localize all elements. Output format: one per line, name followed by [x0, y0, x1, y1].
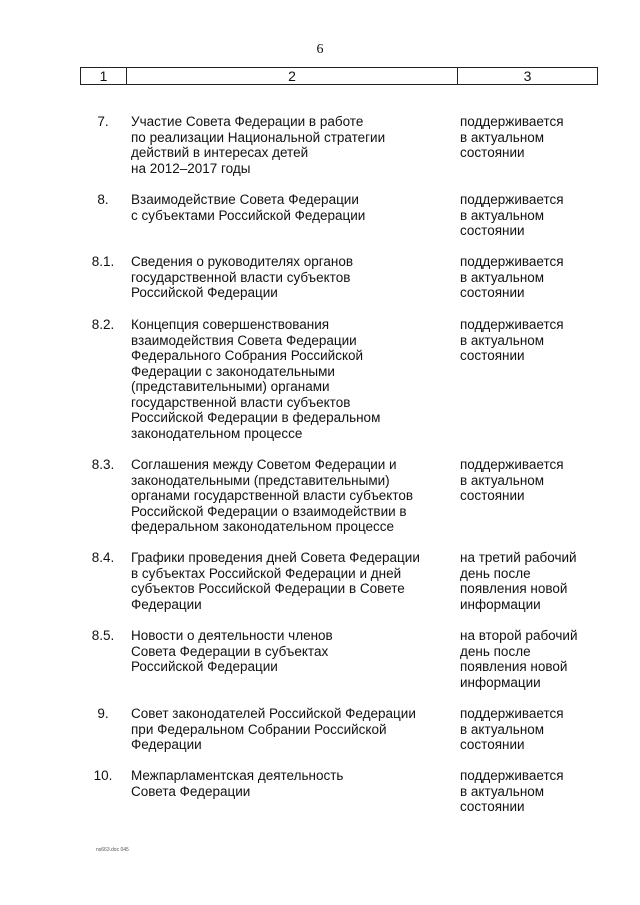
row-number: 8.3. [91, 457, 115, 472]
row-description: Графики проведения дней Совета Федерации в субъектах Российской Федерации и дней субъектов Российской Федерации в Совете Федерации [131, 550, 420, 612]
row-number: 8.4. [91, 550, 115, 565]
row-number: 7. [97, 114, 109, 129]
row-number: 8. [97, 192, 109, 207]
row-status: поддерживается в актуальном состоянии [460, 254, 564, 300]
row-description: Концепция совершенствования взаимодействия Совета Федерации Федерального Собрания Российской Федерации с законодательными (представительными) органами государственной власти субъектов Российской Федерации в федеральном законодательном процессе [131, 317, 381, 441]
row-description: Соглашения между Советом Федерации и законодательными (представительными) органами государственной власти субъектов Российской Федерации о взаимодействии в федеральном законодательном процессе [131, 457, 414, 534]
row-description: Новости о деятельности членов Совета Федерации в субъектах Российской Федерации [131, 628, 333, 674]
row-status: поддерживается в актуальном состоянии [460, 114, 564, 160]
row-number: 10. [93, 768, 113, 783]
column-header-3: 3 [457, 68, 597, 84]
row-status: поддерживается в актуальном состоянии [460, 317, 564, 363]
row-status: на третий рабочий день после появления новой информации [460, 550, 577, 612]
column-header-row [80, 67, 598, 85]
row-status: поддерживается в актуальном состоянии [460, 457, 564, 503]
document-footer-code: ns663.doc 045 [96, 847, 129, 853]
row-description: Межпарламентская деятельность Совета Федерации [131, 768, 344, 799]
row-status: поддерживается в актуальном состоянии [460, 192, 564, 238]
row-number: 8.2. [91, 317, 115, 332]
column-header-1: 1 [99, 68, 108, 84]
row-description: Совет законодателей Российской Федерации при Федеральном Собрании Российской Федерации [131, 706, 416, 752]
row-number: 8.1. [91, 254, 115, 269]
row-status: поддерживается в актуальном состоянии [460, 706, 564, 752]
row-number: 9. [97, 706, 109, 721]
row-status: поддерживается в актуальном состоянии [460, 768, 564, 814]
column-header-2: 2 [126, 68, 457, 84]
row-number: 8.5. [91, 628, 115, 643]
row-description: Взаимодействие Совета Федерации с субъектами Российской Федерации [131, 192, 366, 223]
row-description: Участие Совета Федерации в работе по реализации Национальной стратегии действий в интересах детей на 2012–2017 годы [131, 114, 386, 176]
row-status: на второй рабочий день после появления новой информации [460, 628, 578, 690]
page-number: 6 [316, 42, 324, 57]
row-description: Сведения о руководителях органов государственной власти субъектов Российской Федерации [131, 254, 354, 300]
